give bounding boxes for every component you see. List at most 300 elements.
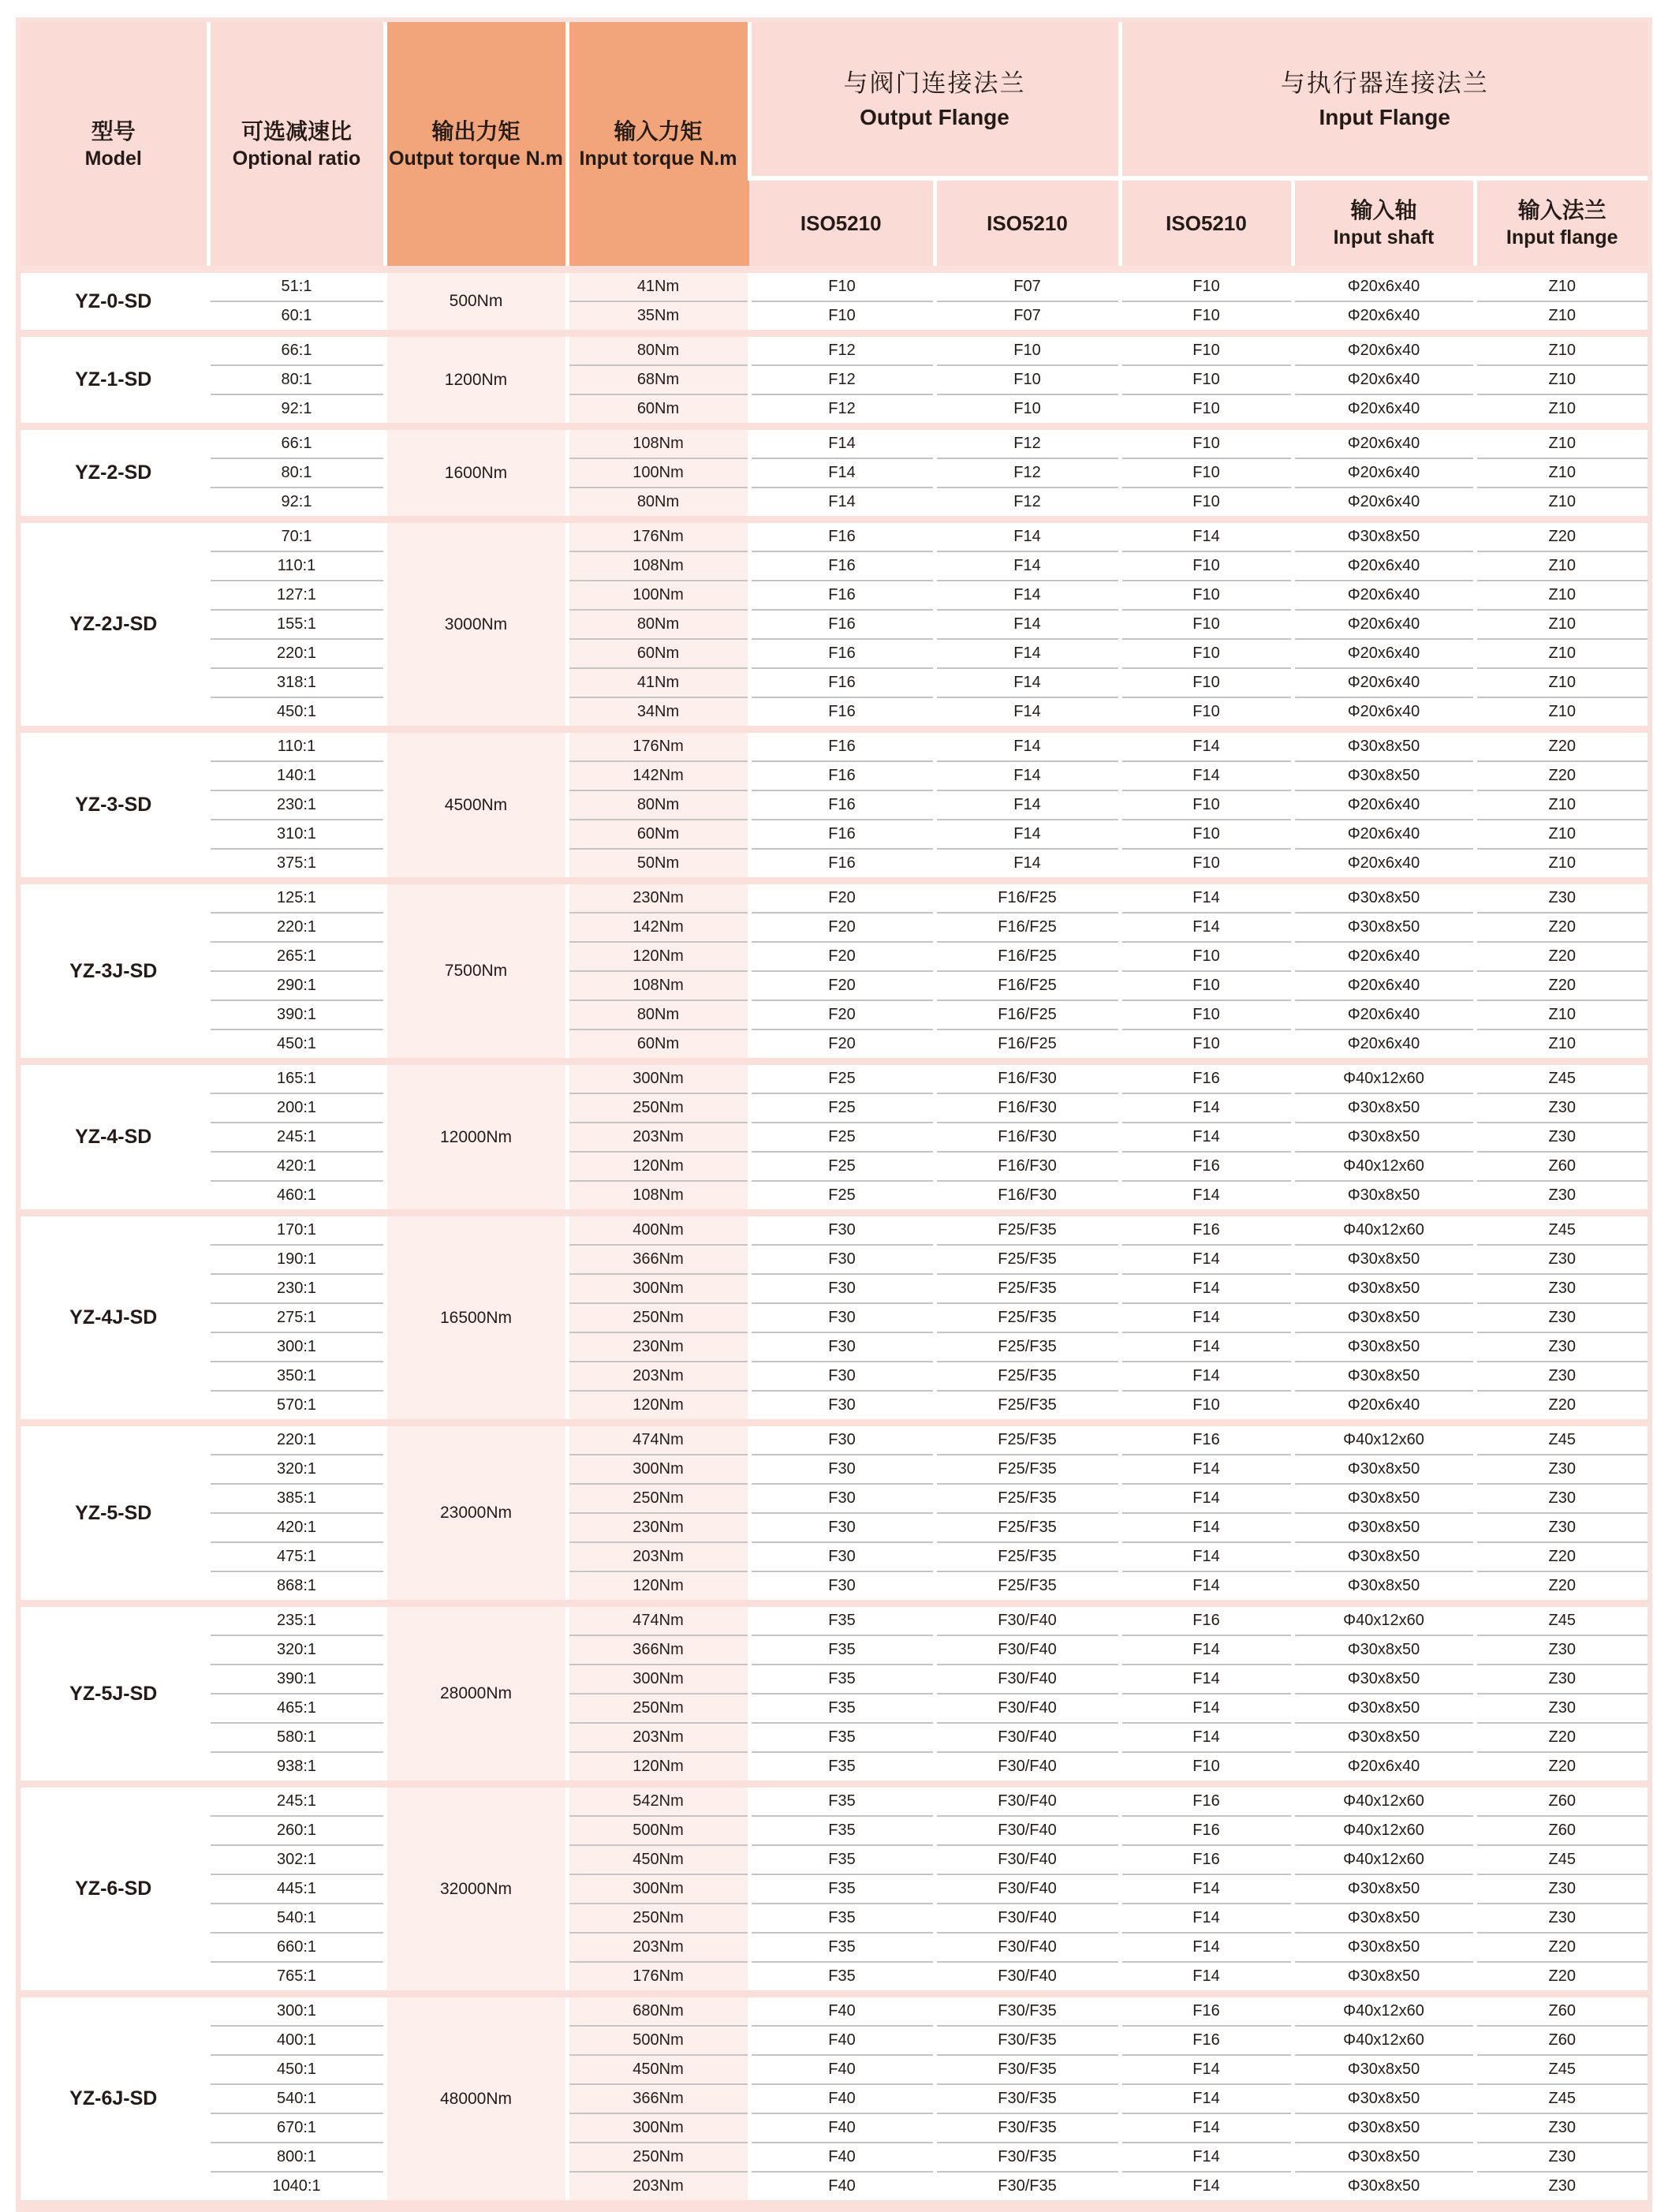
iso5210-out1-cell: F20 [749, 884, 935, 913]
iso5210-out2-cell: F16/F25 [935, 1000, 1120, 1029]
iso5210-out2-cell: F30/F40 [935, 1816, 1120, 1845]
ratio-cell: 660:1 [208, 1933, 385, 1962]
ratio-cell: 450:1 [208, 2055, 385, 2084]
iso5210-out2-cell: F14 [935, 761, 1120, 790]
input-torque-cell: 108Nm [567, 971, 749, 1000]
ratio-cell: 290:1 [208, 971, 385, 1000]
iso5210-out2-cell: F30/F40 [935, 1694, 1120, 1723]
iso5210-in-cell: F10 [1120, 458, 1293, 488]
input-flange-cell: Z60 [1475, 1997, 1647, 2026]
ratio-cell: 475:1 [208, 1542, 385, 1571]
table-row [21, 523, 1647, 551]
input-flange-cell: Z20 [1475, 1571, 1647, 1600]
iso5210-out1-cell: F10 [749, 273, 935, 301]
table-row [21, 551, 1647, 581]
input-torque-cell: 230Nm [567, 1513, 749, 1542]
header-output-flange [749, 22, 1120, 178]
iso5210-in-cell: F14 [1120, 1455, 1293, 1484]
iso5210-out1-cell: F16 [749, 639, 935, 668]
input-shaft-cell: Φ30x8x50 [1293, 1571, 1475, 1600]
input-torque-cell: 35Nm [567, 301, 749, 330]
ratio-cell: 800:1 [208, 2143, 385, 2172]
table-row [21, 430, 1647, 458]
output-torque-cell: 48000Nm [385, 1997, 567, 2200]
subheader-input-flange-zh: 输入法兰 [1517, 198, 1606, 223]
input-flange-cell: Z20 [1475, 761, 1647, 790]
iso5210-out1-cell: F30 [749, 1484, 935, 1513]
iso5210-out1-cell: F30 [749, 1332, 935, 1362]
table-row [21, 1816, 1647, 1845]
iso5210-out2-cell: F16/F30 [935, 1093, 1120, 1123]
ratio-cell: 275:1 [208, 1303, 385, 1332]
header-output-flange-zh: 与阀门连接法兰 [843, 69, 1026, 97]
iso5210-out1-cell: F20 [749, 1000, 935, 1029]
input-flange-cell: Z30 [1475, 2143, 1647, 2172]
table-row [21, 1245, 1647, 1274]
input-flange-cell: Z20 [1475, 1391, 1647, 1419]
ratio-cell: 320:1 [208, 1455, 385, 1484]
input-flange-cell: Z30 [1475, 1513, 1647, 1542]
table-row [21, 581, 1647, 610]
input-shaft-cell: Φ30x8x50 [1293, 1093, 1475, 1123]
iso5210-in-cell: F14 [1120, 1332, 1293, 1362]
model-cell: YZ-0-SD [21, 273, 208, 330]
ratio-cell: 260:1 [208, 1816, 385, 1845]
input-torque-cell: 80Nm [567, 488, 749, 516]
ratio-cell: 230:1 [208, 1274, 385, 1303]
input-torque-cell: 176Nm [567, 1962, 749, 1990]
iso5210-out1-cell: F10 [749, 301, 935, 330]
iso5210-out1-cell: F16 [749, 820, 935, 849]
table-row [21, 2172, 1647, 2200]
ratio-cell: 170:1 [208, 1216, 385, 1245]
iso5210-out2-cell: F10 [935, 365, 1120, 394]
input-flange-cell: Z45 [1475, 1845, 1647, 1874]
input-torque-cell: 450Nm [567, 2055, 749, 2084]
input-shaft-cell: Φ30x8x50 [1293, 1274, 1475, 1303]
input-flange-cell: Z30 [1475, 1123, 1647, 1152]
group-separator [21, 877, 1647, 884]
ratio-cell: 320:1 [208, 1635, 385, 1665]
input-torque-cell: 142Nm [567, 913, 749, 942]
iso5210-out2-cell: F30/F40 [935, 1933, 1120, 1962]
input-flange-cell: Z60 [1475, 1152, 1647, 1181]
iso5210-out1-cell: F25 [749, 1123, 935, 1152]
input-shaft-cell: Φ20x6x40 [1293, 820, 1475, 849]
iso5210-in-cell: F14 [1120, 2172, 1293, 2200]
ratio-cell: 868:1 [208, 1571, 385, 1600]
ratio-cell: 110:1 [208, 733, 385, 761]
subheader-iso-out1-label: ISO5210 [800, 211, 882, 235]
input-flange-cell: Z60 [1475, 1788, 1647, 1816]
input-flange-cell: Z30 [1475, 1362, 1647, 1391]
iso5210-in-cell: F10 [1120, 942, 1293, 971]
input-shaft-cell: Φ30x8x50 [1293, 1723, 1475, 1752]
input-flange-cell: Z10 [1475, 790, 1647, 820]
ratio-cell: 190:1 [208, 1245, 385, 1274]
ratio-cell: 420:1 [208, 1152, 385, 1181]
iso5210-in-cell: F10 [1120, 301, 1293, 330]
iso5210-out2-cell: F16/F30 [935, 1152, 1120, 1181]
iso5210-in-cell: F10 [1120, 820, 1293, 849]
table-row [21, 1152, 1647, 1181]
iso5210-out1-cell: F35 [749, 1816, 935, 1845]
iso5210-in-cell: F10 [1120, 971, 1293, 1000]
ratio-cell: 420:1 [208, 1513, 385, 1542]
iso5210-out1-cell: F16 [749, 697, 935, 726]
input-flange-cell: Z10 [1475, 337, 1647, 365]
ratio-cell: 350:1 [208, 1362, 385, 1391]
table-row [21, 1752, 1647, 1780]
table-row [21, 1694, 1647, 1723]
input-shaft-cell: Φ20x6x40 [1293, 551, 1475, 581]
input-torque-cell: 230Nm [567, 1332, 749, 1362]
iso5210-in-cell: F14 [1120, 523, 1293, 551]
input-torque-cell: 250Nm [567, 1484, 749, 1513]
iso5210-out1-cell: F35 [749, 1607, 935, 1635]
iso5210-out1-cell: F25 [749, 1152, 935, 1181]
ratio-cell: 302:1 [208, 1845, 385, 1874]
table-row [21, 2113, 1647, 2143]
iso5210-out1-cell: F30 [749, 1391, 935, 1419]
header-input-torque-en: Input torque N.m [579, 147, 737, 170]
iso5210-out2-cell: F16/F30 [935, 1181, 1120, 1209]
input-torque-cell: 680Nm [567, 1997, 749, 2026]
iso5210-in-cell: F14 [1120, 1484, 1293, 1513]
iso5210-out1-cell: F20 [749, 971, 935, 1000]
iso5210-out2-cell: F25/F35 [935, 1455, 1120, 1484]
table-row [21, 1362, 1647, 1391]
group-separator [21, 1780, 1647, 1788]
iso5210-in-cell: F16 [1120, 1065, 1293, 1093]
input-torque-cell: 250Nm [567, 2143, 749, 2172]
iso5210-out1-cell: F35 [749, 1694, 935, 1723]
input-torque-cell: 203Nm [567, 1542, 749, 1571]
iso5210-in-cell: F10 [1120, 1391, 1293, 1419]
subheader-iso-in [1120, 178, 1293, 266]
iso5210-in-cell: F14 [1120, 1362, 1293, 1391]
table-row [21, 1723, 1647, 1752]
input-flange-cell: Z30 [1475, 1245, 1647, 1274]
table-row [21, 1332, 1647, 1362]
iso5210-out1-cell: F35 [749, 1904, 935, 1933]
iso5210-out2-cell: F30/F40 [935, 1962, 1120, 1990]
input-shaft-cell: Φ30x8x50 [1293, 523, 1475, 551]
iso5210-out1-cell: F30 [749, 1274, 935, 1303]
iso5210-out1-cell: F40 [749, 2113, 935, 2143]
input-shaft-cell: Φ40x12x60 [1293, 1426, 1475, 1455]
ratio-cell: 265:1 [208, 942, 385, 971]
iso5210-out1-cell: F40 [749, 1997, 935, 2026]
table-row [21, 2084, 1647, 2113]
iso5210-out1-cell: F12 [749, 365, 935, 394]
input-torque-cell: 500Nm [567, 1816, 749, 1845]
iso5210-in-cell: F14 [1120, 761, 1293, 790]
input-shaft-cell: Φ30x8x50 [1293, 2055, 1475, 2084]
input-flange-cell: Z30 [1475, 1694, 1647, 1723]
input-flange-cell: Z10 [1475, 430, 1647, 458]
iso5210-out2-cell: F16/F30 [935, 1123, 1120, 1152]
table-row [21, 2055, 1647, 2084]
table-row [21, 913, 1647, 942]
iso5210-in-cell: F14 [1120, 733, 1293, 761]
ratio-cell: 450:1 [208, 697, 385, 726]
input-shaft-cell: Φ30x8x50 [1293, 913, 1475, 942]
input-flange-cell: Z10 [1475, 273, 1647, 301]
input-shaft-cell: Φ30x8x50 [1293, 1962, 1475, 1990]
input-shaft-cell: Φ40x12x60 [1293, 1152, 1475, 1181]
table-row [21, 1904, 1647, 1933]
input-torque-cell: 300Nm [567, 1065, 749, 1093]
iso5210-in-cell: F14 [1120, 1723, 1293, 1752]
input-flange-cell: Z45 [1475, 1426, 1647, 1455]
table-row [21, 884, 1647, 913]
table-row [21, 1542, 1647, 1571]
input-shaft-cell: Φ30x8x50 [1293, 2172, 1475, 2200]
iso5210-out1-cell: F35 [749, 1874, 935, 1904]
iso5210-in-cell: F10 [1120, 610, 1293, 639]
iso5210-out2-cell: F14 [935, 523, 1120, 551]
table-row [21, 337, 1647, 365]
group-separator [21, 1600, 1647, 1607]
table-row [21, 365, 1647, 394]
iso5210-in-cell: F14 [1120, 2055, 1293, 2084]
ratio-cell: 80:1 [208, 365, 385, 394]
input-flange-cell: Z10 [1475, 610, 1647, 639]
iso5210-out1-cell: F20 [749, 1029, 935, 1058]
input-torque-cell: 300Nm [567, 1455, 749, 1484]
header-input-flange [1120, 22, 1647, 178]
iso5210-in-cell: F14 [1120, 2113, 1293, 2143]
group-separator [21, 330, 1647, 337]
iso5210-out1-cell: F35 [749, 1723, 935, 1752]
ratio-cell: 465:1 [208, 1694, 385, 1723]
subheader-input-flange-en: Input flange [1506, 226, 1618, 249]
table-row [21, 820, 1647, 849]
ratio-cell: 310:1 [208, 820, 385, 849]
iso5210-out1-cell: F30 [749, 1426, 935, 1455]
ratio-cell: 60:1 [208, 301, 385, 330]
input-flange-cell: Z30 [1475, 1181, 1647, 1209]
input-torque-cell: 120Nm [567, 942, 749, 971]
table-row [21, 1933, 1647, 1962]
iso5210-out1-cell: F35 [749, 1788, 935, 1816]
table-row [21, 1123, 1647, 1152]
iso5210-in-cell: F16 [1120, 1607, 1293, 1635]
ratio-cell: 235:1 [208, 1607, 385, 1635]
input-shaft-cell: Φ20x6x40 [1293, 1029, 1475, 1058]
input-shaft-cell: Φ30x8x50 [1293, 1123, 1475, 1152]
iso5210-out1-cell: F30 [749, 1513, 935, 1542]
iso5210-in-cell: F14 [1120, 1962, 1293, 1990]
model-cell: YZ-3-SD [21, 733, 208, 877]
output-torque-cell: 500Nm [385, 273, 567, 330]
input-flange-cell: Z20 [1475, 523, 1647, 551]
input-flange-cell: Z30 [1475, 2172, 1647, 2200]
table-row [21, 1303, 1647, 1332]
input-torque-cell: 366Nm [567, 2084, 749, 2113]
input-torque-cell: 120Nm [567, 1571, 749, 1600]
input-shaft-cell: Φ30x8x50 [1293, 1332, 1475, 1362]
input-flange-cell: Z10 [1475, 394, 1647, 423]
iso5210-out2-cell: F14 [935, 697, 1120, 726]
iso5210-in-cell: F14 [1120, 1933, 1293, 1962]
group-separator-band [21, 726, 1647, 733]
table-body [21, 266, 1647, 2207]
input-shaft-cell: Φ30x8x50 [1293, 2113, 1475, 2143]
input-flange-cell: Z20 [1475, 733, 1647, 761]
iso5210-in-cell: F10 [1120, 668, 1293, 697]
input-torque-cell: 60Nm [567, 394, 749, 423]
iso5210-in-cell: F10 [1120, 394, 1293, 423]
input-shaft-cell: Φ20x6x40 [1293, 697, 1475, 726]
input-shaft-cell: Φ30x8x50 [1293, 884, 1475, 913]
input-flange-cell: Z20 [1475, 1962, 1647, 1990]
group-separator-band [21, 516, 1647, 523]
model-cell: YZ-6-SD [21, 1788, 208, 1990]
input-torque-cell: 203Nm [567, 1723, 749, 1752]
input-flange-cell: Z60 [1475, 2026, 1647, 2055]
input-shaft-cell: Φ20x6x40 [1293, 301, 1475, 330]
table-row [21, 610, 1647, 639]
table-row [21, 668, 1647, 697]
table-row [21, 1181, 1647, 1209]
input-flange-cell: Z45 [1475, 1065, 1647, 1093]
input-torque-cell: 542Nm [567, 1788, 749, 1816]
input-flange-cell: Z10 [1475, 849, 1647, 877]
iso5210-in-cell: F10 [1120, 639, 1293, 668]
iso5210-out1-cell: F25 [749, 1065, 935, 1093]
iso5210-out2-cell: F14 [935, 668, 1120, 697]
iso5210-out2-cell: F16/F25 [935, 913, 1120, 942]
iso5210-out1-cell: F12 [749, 337, 935, 365]
table-row [21, 1093, 1647, 1123]
iso5210-out1-cell: F35 [749, 1933, 935, 1962]
group-separator-band [21, 1780, 1647, 1788]
iso5210-out2-cell: F30/F40 [935, 1904, 1120, 1933]
header-input-flange-en: Input Flange [1319, 105, 1450, 130]
iso5210-out2-cell: F25/F35 [935, 1362, 1120, 1391]
input-flange-cell: Z20 [1475, 971, 1647, 1000]
input-torque-cell: 500Nm [567, 2026, 749, 2055]
table-row [21, 1571, 1647, 1600]
input-shaft-cell: Φ30x8x50 [1293, 1181, 1475, 1209]
output-torque-cell: 28000Nm [385, 1607, 567, 1780]
iso5210-in-cell: F14 [1120, 1874, 1293, 1904]
iso5210-out2-cell: F16/F25 [935, 884, 1120, 913]
ratio-cell: 220:1 [208, 1426, 385, 1455]
input-flange-cell: Z10 [1475, 458, 1647, 488]
subheader-iso-out2-label: ISO5210 [987, 211, 1068, 235]
iso5210-in-cell: F14 [1120, 1123, 1293, 1152]
iso5210-out1-cell: F40 [749, 2172, 935, 2200]
iso5210-out1-cell: F35 [749, 1665, 935, 1694]
iso5210-out2-cell: F30/F40 [935, 1723, 1120, 1752]
iso5210-in-cell: F14 [1120, 1694, 1293, 1723]
subheader-input-flange [1475, 178, 1647, 266]
input-shaft-cell: Φ20x6x40 [1293, 942, 1475, 971]
input-torque-cell: 366Nm [567, 1245, 749, 1274]
input-shaft-cell: Φ30x8x50 [1293, 1874, 1475, 1904]
table-row [21, 1788, 1647, 1816]
input-flange-cell: Z30 [1475, 1874, 1647, 1904]
input-shaft-cell: Φ30x8x50 [1293, 1303, 1475, 1332]
iso5210-out1-cell: F30 [749, 1245, 935, 1274]
model-cell: YZ-3J-SD [21, 884, 208, 1058]
iso5210-in-cell: F10 [1120, 1752, 1293, 1780]
table-row [21, 1513, 1647, 1542]
header-output-torque-zh: 输出力矩 [431, 118, 521, 144]
input-shaft-cell: Φ30x8x50 [1293, 1635, 1475, 1665]
input-torque-cell: 250Nm [567, 1303, 749, 1332]
table-row [21, 1484, 1647, 1513]
table-row [21, 1426, 1647, 1455]
input-torque-cell: 142Nm [567, 761, 749, 790]
iso5210-in-cell: F10 [1120, 1000, 1293, 1029]
subheader-iso-out2 [935, 178, 1120, 266]
iso5210-in-cell: F10 [1120, 849, 1293, 877]
iso5210-in-cell: F14 [1120, 1181, 1293, 1209]
iso5210-out1-cell: F16 [749, 761, 935, 790]
table-row [21, 942, 1647, 971]
iso5210-in-cell: F14 [1120, 1093, 1293, 1123]
group-separator-band [21, 1419, 1647, 1426]
input-flange-cell: Z20 [1475, 913, 1647, 942]
iso5210-out2-cell: F30/F40 [935, 1752, 1120, 1780]
table-row [21, 1065, 1647, 1093]
iso5210-in-cell: F16 [1120, 1816, 1293, 1845]
input-flange-cell: Z10 [1475, 697, 1647, 726]
ratio-cell: 390:1 [208, 1000, 385, 1029]
input-shaft-cell: Φ20x6x40 [1293, 1752, 1475, 1780]
table-row [21, 697, 1647, 726]
input-shaft-cell: Φ30x8x50 [1293, 1362, 1475, 1391]
input-flange-cell: Z60 [1475, 1816, 1647, 1845]
ratio-cell: 375:1 [208, 849, 385, 877]
ratio-cell: 140:1 [208, 761, 385, 790]
iso5210-in-cell: F14 [1120, 1513, 1293, 1542]
input-torque-cell: 474Nm [567, 1426, 749, 1455]
iso5210-out1-cell: F14 [749, 458, 935, 488]
iso5210-out2-cell: F25/F35 [935, 1391, 1120, 1419]
input-torque-cell: 250Nm [567, 1694, 749, 1723]
output-torque-cell: 16500Nm [385, 1216, 567, 1419]
iso5210-out1-cell: F16 [749, 581, 935, 610]
input-torque-cell: 120Nm [567, 1391, 749, 1419]
iso5210-out2-cell: F25/F35 [935, 1571, 1120, 1600]
input-torque-cell: 80Nm [567, 1000, 749, 1029]
input-shaft-cell: Φ30x8x50 [1293, 1513, 1475, 1542]
input-torque-cell: 34Nm [567, 697, 749, 726]
input-torque-cell: 203Nm [567, 1362, 749, 1391]
spec-table-wrapper [16, 17, 1652, 2212]
iso5210-in-cell: F16 [1120, 1845, 1293, 1874]
input-torque-cell: 80Nm [567, 790, 749, 820]
iso5210-out2-cell: F14 [935, 581, 1120, 610]
ratio-cell: 155:1 [208, 610, 385, 639]
iso5210-out1-cell: F12 [749, 394, 935, 423]
input-torque-cell: 41Nm [567, 668, 749, 697]
input-shaft-cell: Φ30x8x50 [1293, 1933, 1475, 1962]
input-torque-cell: 60Nm [567, 639, 749, 668]
input-torque-cell: 100Nm [567, 581, 749, 610]
header-output-torque-en: Output torque N.m [389, 147, 563, 170]
input-flange-cell: Z45 [1475, 2055, 1647, 2084]
iso5210-out1-cell: F14 [749, 430, 935, 458]
input-shaft-cell: Φ20x6x40 [1293, 365, 1475, 394]
ratio-cell: 580:1 [208, 1723, 385, 1752]
iso5210-out2-cell: F25/F35 [935, 1542, 1120, 1571]
